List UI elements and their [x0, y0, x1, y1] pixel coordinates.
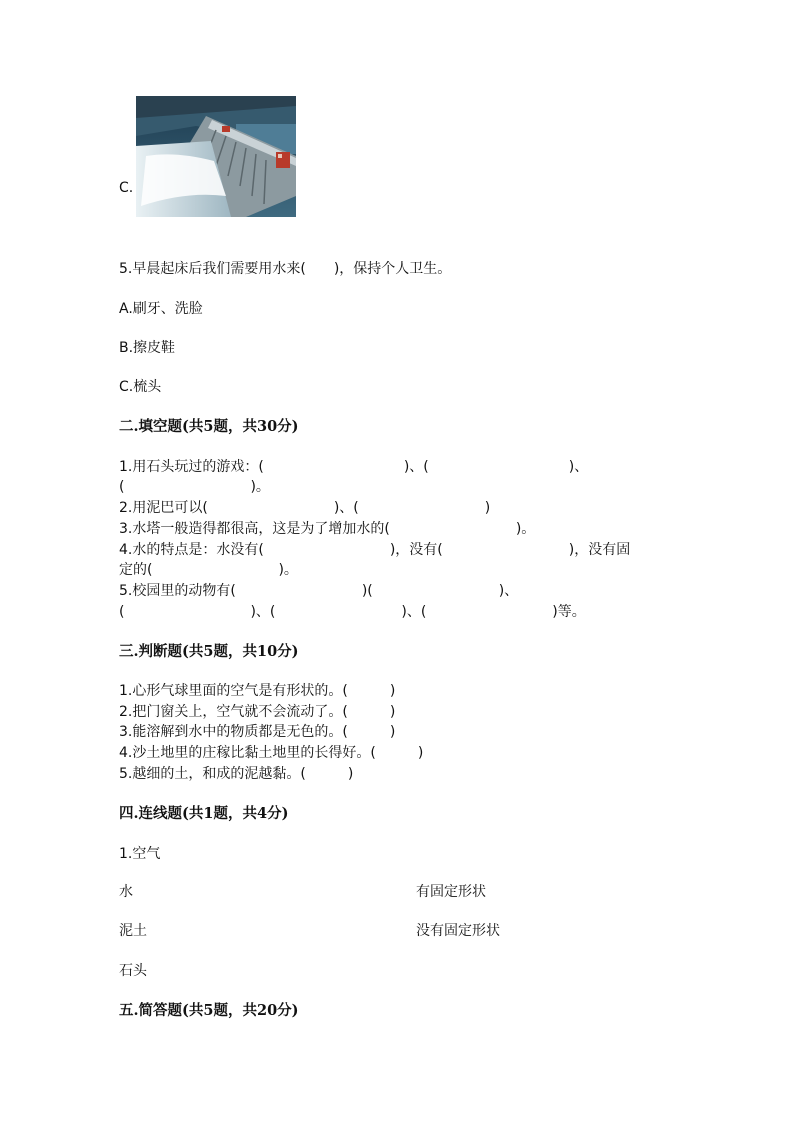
question-5-option-c: C.梳头	[119, 379, 162, 395]
fill-blank-line: 2.用泥巴可以( )、( )	[119, 500, 491, 516]
dam-spillway-image	[136, 96, 296, 217]
fill-blank-line: 3.水塔一般造得都很高，这是为了增加水的( )。	[119, 521, 536, 537]
section-2-title: 二.填空题(共5题，共30分)	[119, 418, 299, 435]
question-5-option-b: B.擦皮鞋	[119, 340, 176, 356]
question-5-stem: 5.早晨起床后我们需要用水来( )，保持个人卫生。	[119, 261, 452, 277]
fill-blank-line: 5.校园里的动物有( )( )、	[119, 583, 519, 599]
question-5-option-a: A.刷牙、洗脸	[119, 301, 203, 317]
true-false-line: 2.把门窗关上，空气就不会流动了。( )	[119, 704, 396, 720]
matching-left-item: 石头	[119, 963, 147, 979]
fill-blank-line: ( )、( )、( )等。	[119, 604, 586, 620]
fill-blank-line: ( )。	[119, 479, 270, 495]
section-5-title: 五.简答题(共5题，共20分)	[119, 1002, 299, 1019]
matching-right-item: 有固定形状	[416, 884, 486, 900]
section-3-title: 三.判断题(共5题，共10分)	[119, 643, 299, 660]
true-false-line: 4.沙土地里的庄稼比黏土地里的长得好。( )	[119, 745, 424, 761]
matching-question-1: 1.空气	[119, 846, 161, 862]
matching-left-item: 水	[119, 884, 133, 900]
matching-right-item: 没有固定形状	[416, 923, 500, 939]
option-c-label: C.	[119, 180, 134, 196]
section-4-title: 四.连线题(共1题，共4分)	[119, 805, 289, 822]
fill-blank-line: 4.水的特点是：水没有( )，没有( )，没有固	[119, 542, 631, 558]
true-false-line: 3.能溶解到水中的物质都是无色的。( )	[119, 724, 396, 740]
matching-left-item: 泥土	[119, 923, 147, 939]
fill-blank-line: 1.用石头玩过的游戏：( )、( )、	[119, 459, 589, 475]
fill-blank-line: 定的( )。	[119, 562, 298, 578]
true-false-line: 5.越细的土，和成的泥越黏。( )	[119, 766, 354, 782]
true-false-line: 1.心形气球里面的空气是有形状的。( )	[119, 683, 396, 699]
